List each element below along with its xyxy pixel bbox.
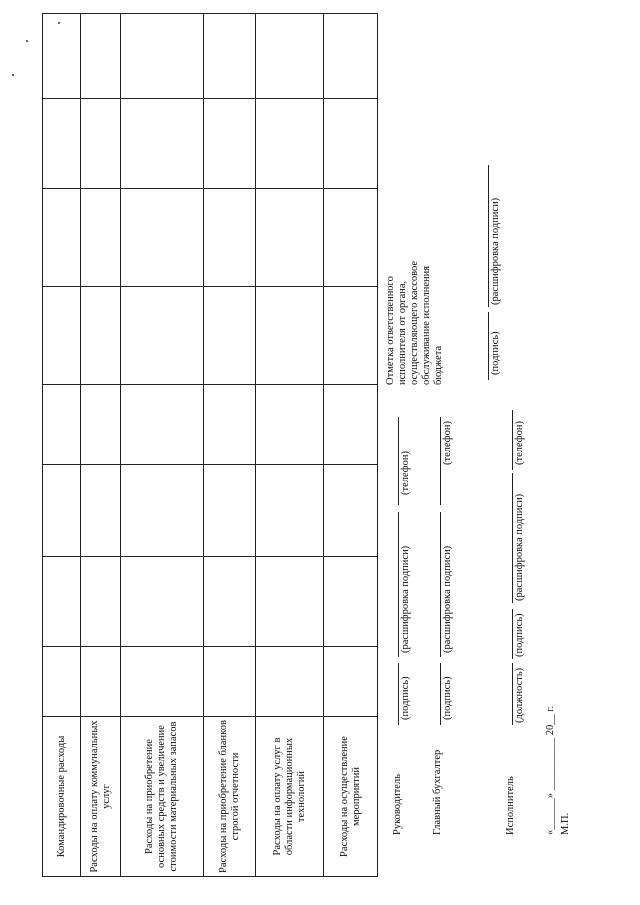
head-phone-line [398,417,399,505]
table-row [324,14,378,877]
head-decode-line [398,512,399,657]
row-label: Расходы на оплату услуг в области информационных технологий [256,717,324,877]
mark-podpis-caption: (подпись) [490,331,501,375]
chief-phone-line [440,417,441,505]
mark-sign-line [488,312,489,380]
chief-telefon-caption: (телефон) [442,421,453,465]
head-label: Руководитель [392,774,403,835]
head-rasshifrovka-caption: (расшифровка подписи) [400,545,411,653]
expense-table [42,13,378,877]
head-telefon-caption: (телефон) [400,451,411,495]
chief-sign-line [440,663,441,725]
row-label: Расходы на осуществление мероприятий [324,717,378,877]
table-row [81,14,121,877]
row-label: Командировочные расходы [43,717,81,877]
table-row [256,14,324,877]
executor-rasshifrovka-caption: (расшифровка подписи) [514,493,525,601]
mark-decode-line [488,165,489,307]
row-label: Расходы на приобретение бланков строгой отчетности [204,717,256,877]
row-label: Расходы на оплату коммунальных услуг [81,717,121,877]
executor-podpis-caption: (подпись) [514,613,525,657]
scan-speck [58,22,60,24]
table-row [43,14,81,877]
executor-dolzhnost-caption: (должность) [514,667,525,723]
table-row [204,14,256,877]
head-podpis-caption: (подпись) [400,676,411,720]
executor-decode-line [512,473,513,603]
executor-label: Исполнитель [505,776,516,835]
chief-decode-line [440,512,441,657]
scan-speck [12,74,14,76]
table-row [121,14,204,877]
scan-speck [26,40,28,42]
executor-phone-line [512,410,513,470]
date-line: «______» __________ 20__ г. [545,705,556,835]
chief-podpis-caption: (подпись) [442,676,453,720]
executor-sign-line [512,609,513,659]
mark-rasshifrovka-caption: (расшифровка подписи) [490,197,501,305]
head-sign-line [398,663,399,725]
chief-accountant-label: Главный бухгалтер [432,749,443,835]
executor-telefon-caption: (телефон) [514,421,525,465]
executor-position-line [512,663,513,725]
mp-stamp-place: М.П. [560,812,571,835]
treasury-mark-text: Отметка ответственного исполнителя от органа, осуществляющего кассовое обслуживание исполнения бюджета [385,260,444,385]
row-label: Расходы на приобретение основных средств и увеличение стоимости материальных запасов [121,717,204,877]
chief-rasshifrovka-caption: (расшифровка подписи) [442,545,453,653]
